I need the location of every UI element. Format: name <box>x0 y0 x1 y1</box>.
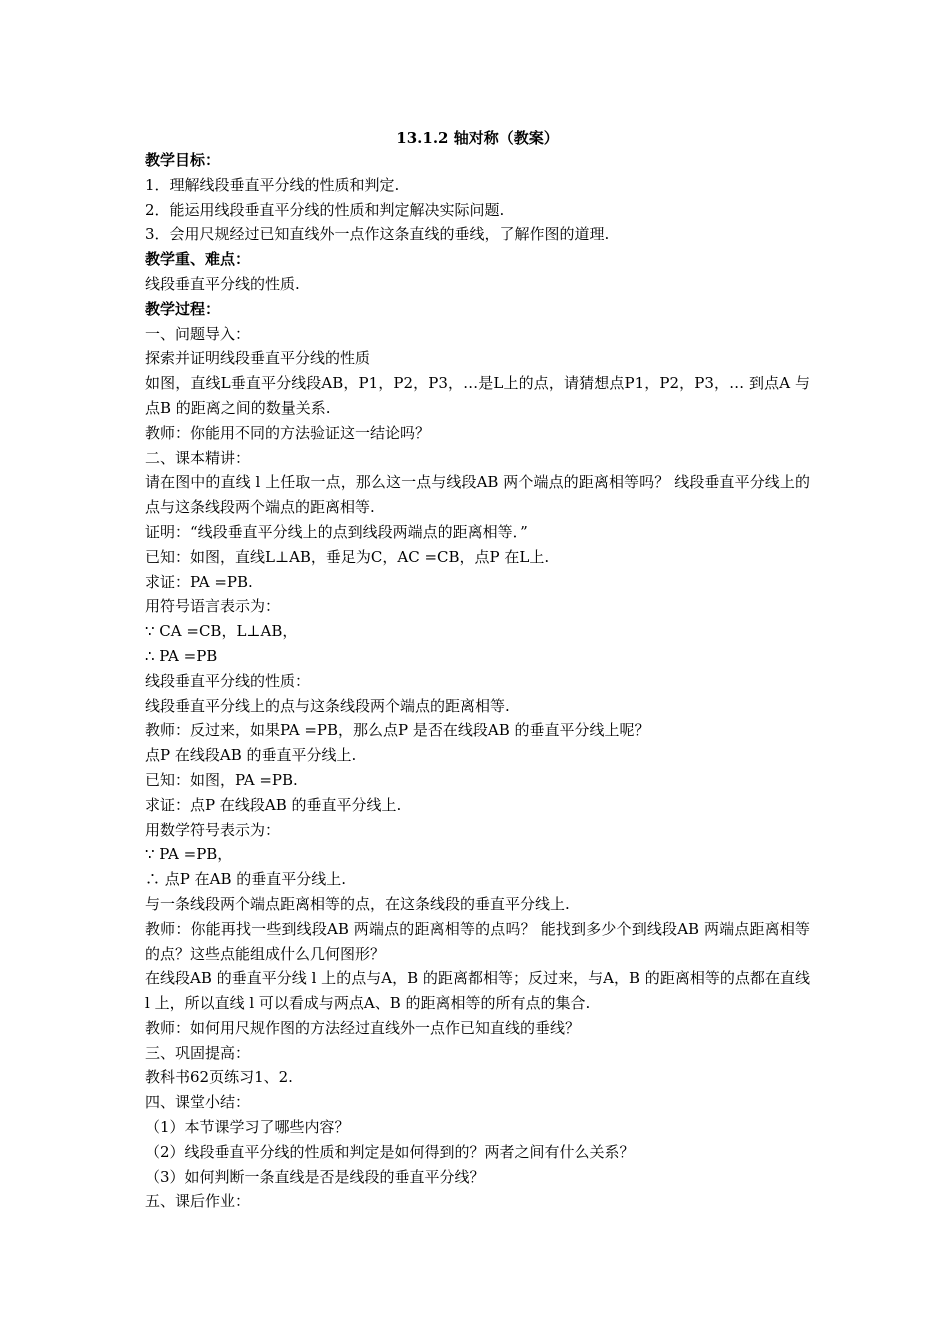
document-title: 13.1.2 轴对称（教案） <box>396 129 559 147</box>
summary-item: （3）如何判断一条直线是否是线段的垂直平分线？ <box>145 1167 485 1186</box>
paragraph: 教师：你能再找一些到线段AB 两端点的距离相等的点吗？ 能找到多少个到线段AB 两端点距离相等的点？这些点能组成什么几何图形？ <box>145 919 810 963</box>
paragraph: 探索并证明线段垂直平分线的性质 <box>145 349 371 368</box>
section-4-title: 四、课堂小结： <box>145 1093 251 1112</box>
paragraph: 求证：PA =PB. <box>145 572 253 591</box>
paragraph: 在线段AB 的垂直平分线 l 上的点与A，B 的距离都相等；反过来，与A，B 的距离相等的点都在直线 l 上，所以直线 l 可以看成与两点A、B 的距离相等的所有点的集合. <box>145 969 810 1013</box>
paragraph: 教科书62页练习1、2. <box>145 1068 293 1087</box>
paragraph: 如图，直线L垂直平分线段AB，P1，P2，P3，…是L上的点，请猜想点P1，P2，P3，… 到点A 与点B 的距离之间的数量关系. <box>145 374 810 417</box>
objective-item: 1．理解线段垂直平分线的性质和判定. <box>145 175 400 194</box>
section-3-title: 三、巩固提高： <box>145 1043 251 1062</box>
paragraph: ∵ PA =PB， <box>145 845 233 864</box>
section-5-title: 五、课后作业： <box>145 1192 251 1211</box>
process-heading: 教学过程： <box>145 299 221 318</box>
paragraph: 线段垂直平分线的性质： <box>145 671 311 690</box>
keypoints-heading: 教学重、难点： <box>145 250 251 269</box>
paragraph: 证明：“线段垂直平分线上的点到线段两端点的距离相等．” <box>145 522 528 541</box>
paragraph: ∴ 点P 在AB 的垂直平分线上. <box>145 870 347 889</box>
summary-item: （2）线段垂直平分线的性质和判定是如何得到的？两者之间有什么关系？ <box>145 1142 635 1161</box>
paragraph: 用数学符号表示为： <box>145 820 281 839</box>
paragraph: 点P 在线段AB 的垂直平分线上. <box>145 746 357 765</box>
objective-item: 3．会用尺规经过已知直线外一点作这条直线的垂线，了解作图的道理. <box>145 225 610 244</box>
paragraph: 已知：如图，直线L⊥AB，垂足为C，AC =CB，点P 在L上. <box>145 547 550 566</box>
section-1-title: 一、问题导入： <box>145 324 251 343</box>
lesson-plan-page <box>145 128 810 1214</box>
objective-item: 2．能运用线段垂直平分线的性质和判定解决实际问题. <box>145 200 505 219</box>
section-2-title: 二、课本精讲： <box>145 448 251 467</box>
paragraph: 教师：反过来，如果PA =PB，那么点P 是否在线段AB 的垂直平分线上呢？ <box>145 721 650 740</box>
paragraph: 用符号语言表示为： <box>145 597 281 616</box>
paragraph: 教师：如何用尺规作图的方法经过直线外一点作已知直线的垂线？ <box>145 1018 581 1037</box>
paragraph: 求证：点P 在线段AB 的垂直平分线上. <box>145 795 402 814</box>
paragraph: 与一条线段两个端点距离相等的点，在这条线段的垂直平分线上. <box>145 894 570 913</box>
paragraph: ∴ PA =PB <box>145 646 218 665</box>
paragraph: ∵ CA =CB，L⊥AB， <box>145 622 298 641</box>
keypoints-text: 线段垂直平分线的性质. <box>145 274 300 293</box>
paragraph: 教师：你能用不同的方法验证这一结论吗？ <box>145 423 431 442</box>
paragraph: 已知：如图，PA =PB. <box>145 770 298 789</box>
paragraph: 线段垂直平分线上的点与这条线段两个端点的距离相等. <box>145 696 510 715</box>
objectives-heading: 教学目标： <box>145 151 221 169</box>
paragraph: 请在图中的直线 l 上任取一点，那么这一点与线段AB 两个端点的距离相等吗？ 线段垂直平分线上的点与这条线段两个端点的距离相等. <box>145 473 810 517</box>
summary-item: （1）本节课学习了哪些内容？ <box>145 1118 350 1137</box>
